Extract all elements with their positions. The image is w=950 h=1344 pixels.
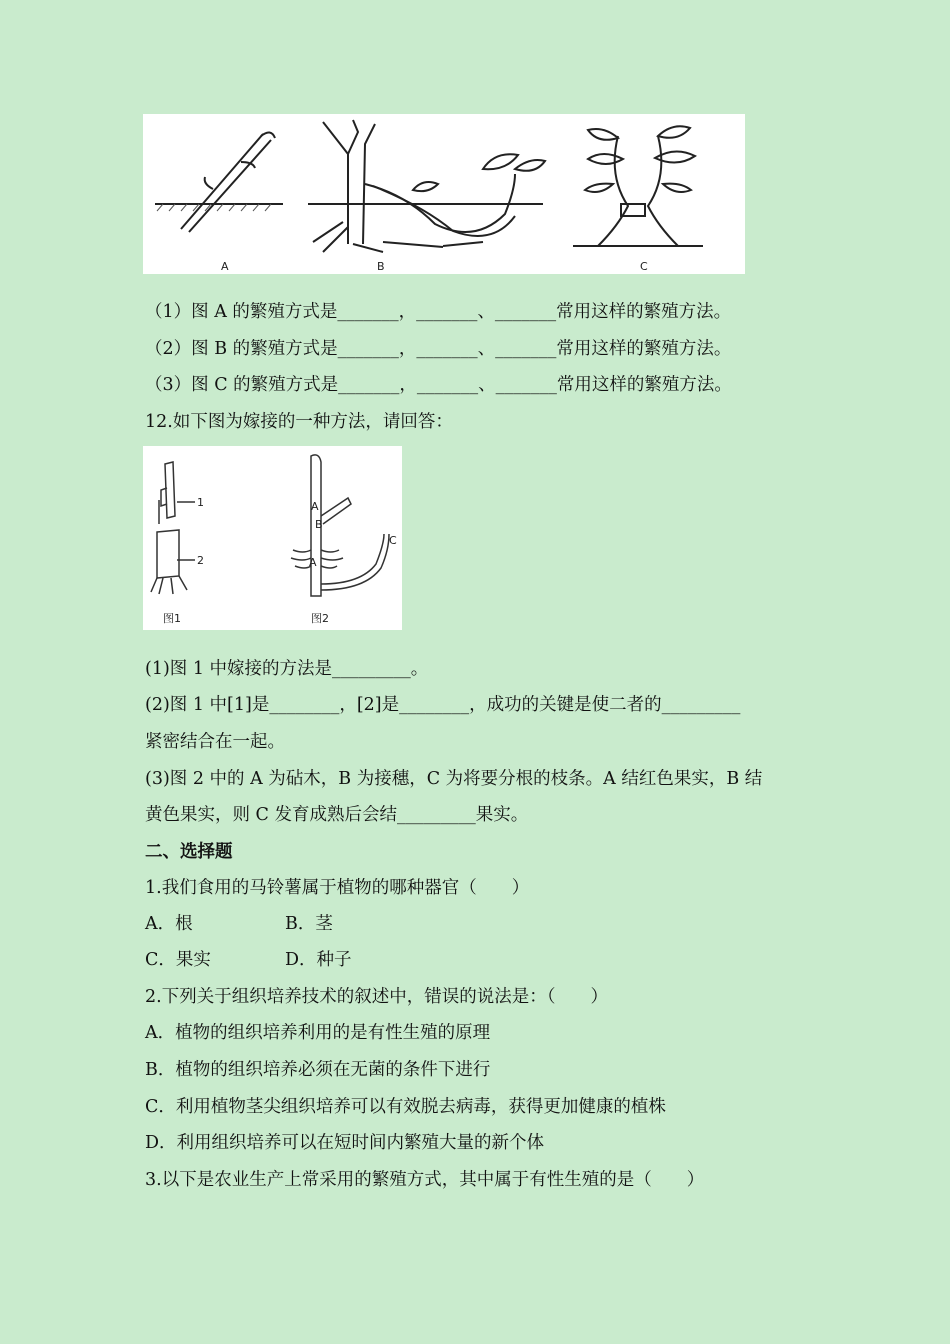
propagation-drawing [143,114,745,274]
figure-label-b: B [377,260,385,273]
section-heading: 二、选择题 [145,842,233,862]
figure-label-a: A [221,260,229,273]
mc-q1-option-c[interactable]: C．果实 [145,950,211,970]
mc-q1-option-b[interactable]: B．茎 [285,914,333,934]
q11-line-3: （3）图 C 的繁殖方式是_______，_______、_______常用这样的繁殖方法。 [145,375,732,395]
q12-line-2: (2)图 1 中[1]是________，[2]是________，成功的关键是使二者的_________ [145,695,741,715]
layering-drawing-b [308,120,545,252]
mc-q2-option-a[interactable]: A．植物的组织培养利用的是有性生殖的原理 [145,1023,491,1043]
mc-q1-options-row-2 [145,948,352,972]
q11-line-2: （2）图 B 的繁殖方式是_______，_______、_______常用这样的繁殖方法。 [145,339,732,359]
mc-q3-stem: 3.以下是农业生产上常采用的繁殖方式，其中属于有性生殖的是（ ） [145,1170,705,1190]
mc-q1-option-d[interactable]: D．种子 [285,950,352,970]
mc-q1-options-row-1 [145,912,333,936]
propagation-figure [143,114,745,274]
cutting-drawing-a [155,132,283,232]
label-c: C [389,534,397,547]
q12-line-5: 黄色果实，则 C 发育成熟后会结_________果实。 [145,805,529,825]
mc-q2-option-c[interactable]: C．利用植物茎尖组织培养可以有效脱去病毒，获得更加健康的植株 [145,1097,666,1117]
label-a-top: A [311,500,319,513]
fig1-caption: 图1 [163,612,181,625]
grafting-drawing-c [573,126,703,246]
label-2: 2 [197,554,204,567]
grafting-drawing [143,446,402,630]
fig2-caption: 图2 [311,612,329,625]
grafting-figure [143,446,402,630]
q12-line-1: (1)图 1 中嫁接的方法是_________。 [145,659,429,679]
q12-line-3: 紧密结合在一起。 [145,732,285,752]
figure-label-c: C [640,260,648,273]
q11-line-1: （1）图 A 的繁殖方式是_______，_______、_______常用这样的繁殖方法。 [145,302,732,322]
label-a-bottom: A [309,556,317,569]
mc-q1-option-a[interactable]: A．根 [145,914,193,934]
mc-q1-stem: 1.我们食用的马铃薯属于植物的哪种器官（ ） [145,878,530,898]
mc-q2-stem: 2.下列关于组织培养技术的叙述中，错误的说法是：（ ） [145,987,608,1007]
q12-line-4: (3)图 2 中的 A 为砧木，B 为接穗，C 为将要分根的枝条。A 结红色果实，B 结 [145,769,763,789]
label-1: 1 [197,496,204,509]
mc-q2-option-b[interactable]: B．植物的组织培养必须在无菌的条件下进行 [145,1060,491,1080]
mc-q2-option-d[interactable]: D．利用组织培养可以在短时间内繁殖大量的新个体 [145,1133,545,1153]
label-b: B [315,518,323,531]
q12-title: 12.如下图为嫁接的一种方法，请回答： [145,412,453,432]
